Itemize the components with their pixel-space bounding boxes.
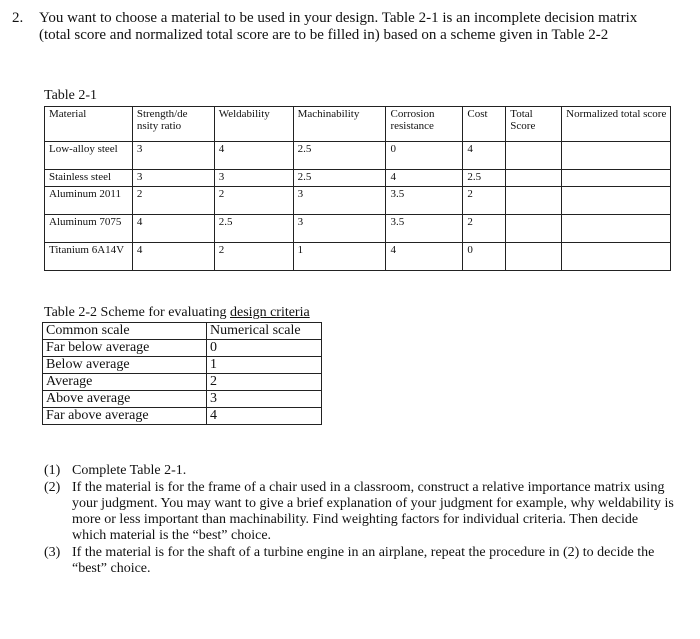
header-total-score: Total Score — [506, 107, 562, 142]
table-row — [43, 391, 322, 408]
table-row — [45, 215, 671, 243]
table-header-row — [45, 107, 671, 142]
table-2-1-caption: Table 2-1 — [44, 88, 98, 103]
table-row — [43, 357, 322, 374]
header-corrosion: Corrosion resistance — [386, 107, 463, 142]
cell-value: 3 — [132, 142, 214, 170]
cell-value: 1 — [293, 243, 386, 271]
table-row — [43, 408, 322, 425]
cell-value: 3 — [132, 170, 214, 187]
cell-value: 0 — [463, 243, 506, 271]
subquestion-3 — [44, 545, 674, 577]
cell-value: 3 — [214, 170, 293, 187]
header-machinability: Machinability — [293, 107, 386, 142]
table-header-row — [43, 323, 322, 340]
subquestion-label: (3) — [44, 545, 61, 560]
header-weldability: Weldability — [214, 107, 293, 142]
cell-numerical-scale: 1 — [207, 357, 322, 374]
cell-value: 2 — [463, 215, 506, 243]
cell-value: 2 — [214, 243, 293, 271]
subquestion-label: (2) — [44, 480, 61, 495]
cell-common-scale: Far above average — [43, 408, 207, 425]
cell-value: 4 — [463, 142, 506, 170]
subquestion-text: Complete Table 2-1. — [72, 463, 187, 478]
cell-material: Low-alloy steel — [45, 142, 133, 170]
subquestion-2 — [44, 480, 674, 544]
cell-numerical-scale: 3 — [207, 391, 322, 408]
table-row — [43, 340, 322, 357]
cell-total-score — [506, 243, 562, 271]
cell-normalized-score — [562, 170, 671, 187]
cell-material: Aluminum 2011 — [45, 187, 133, 215]
cell-numerical-scale: 4 — [207, 408, 322, 425]
cell-value: 2.5 — [293, 142, 386, 170]
header-common-scale: Common scale — [43, 323, 207, 340]
cell-total-score — [506, 142, 562, 170]
table-row — [45, 187, 671, 215]
cell-numerical-scale: 0 — [207, 340, 322, 357]
cell-value: 0 — [386, 142, 463, 170]
table-row — [45, 170, 671, 187]
cell-common-scale: Above average — [43, 391, 207, 408]
table-2-2-caption — [44, 305, 310, 321]
cell-normalized-score — [562, 243, 671, 271]
cell-value: 2 — [132, 187, 214, 215]
cell-value: 3.5 — [386, 215, 463, 243]
table-row — [45, 243, 671, 271]
cell-normalized-score — [562, 187, 671, 215]
header-material: Material — [45, 107, 133, 142]
cell-material: Aluminum 7075 — [45, 215, 133, 243]
cell-common-scale: Below average — [43, 357, 207, 374]
caption-underlined-text: design criteria — [230, 305, 310, 320]
cell-material: Titanium 6A14V — [45, 243, 133, 271]
cell-common-scale: Far below average — [43, 340, 207, 357]
cell-common-scale: Average — [43, 374, 207, 391]
cell-value: 2.5 — [463, 170, 506, 187]
question-text: You want to choose a material to be used in your design. Table 2-1 is an incomplete decision matrix (total score and normalized total score are to be filled in) based on a scheme given in Table 2-2 — [39, 10, 638, 43]
table-row — [43, 374, 322, 391]
subquestion-text: If the material is for the frame of a chair used in a classroom, construct a relative importance matrix using your judgment. You may want to give a brief explanation of your judgment for example, why weldability is more or less important than machinability. Find weighting factors for individual criteria. Then decide which material is the “best” choice. — [72, 480, 674, 543]
subquestion-label: (1) — [44, 463, 61, 478]
cell-value: 3 — [293, 215, 386, 243]
question-number: 2. — [12, 10, 24, 26]
cell-value: 3.5 — [386, 187, 463, 215]
cell-total-score — [506, 170, 562, 187]
caption-text: Table 2-2 Scheme for evaluating — [44, 305, 231, 320]
cell-material: Stainless steel — [45, 170, 133, 187]
table-row — [45, 142, 671, 170]
header-cost: Cost — [463, 107, 506, 142]
header-normalized-score: Normalized total score — [562, 107, 671, 142]
cell-value: 2 — [463, 187, 506, 215]
question-2 — [12, 10, 672, 44]
cell-value: 4 — [386, 170, 463, 187]
header-strength-density: Strength/de nsity ratio — [132, 107, 214, 142]
cell-value: 2.5 — [214, 215, 293, 243]
subquestion-1 — [44, 463, 674, 479]
header-numerical-scale: Numerical scale — [207, 323, 322, 340]
cell-value: 4 — [214, 142, 293, 170]
subquestion-list — [44, 463, 674, 578]
cell-numerical-scale: 2 — [207, 374, 322, 391]
subquestion-text: If the material is for the shaft of a turbine engine in an airplane, repeat the procedure in (2) to decide the “best” choice. — [72, 545, 655, 576]
cell-total-score — [506, 215, 562, 243]
evaluation-scheme-table — [42, 322, 322, 425]
cell-value: 4 — [132, 215, 214, 243]
decision-matrix-table — [44, 106, 671, 271]
cell-value: 2.5 — [293, 170, 386, 187]
cell-total-score — [506, 187, 562, 215]
cell-value: 2 — [214, 187, 293, 215]
cell-value: 3 — [293, 187, 386, 215]
cell-value: 4 — [132, 243, 214, 271]
cell-normalized-score — [562, 215, 671, 243]
cell-value: 4 — [386, 243, 463, 271]
cell-normalized-score — [562, 142, 671, 170]
